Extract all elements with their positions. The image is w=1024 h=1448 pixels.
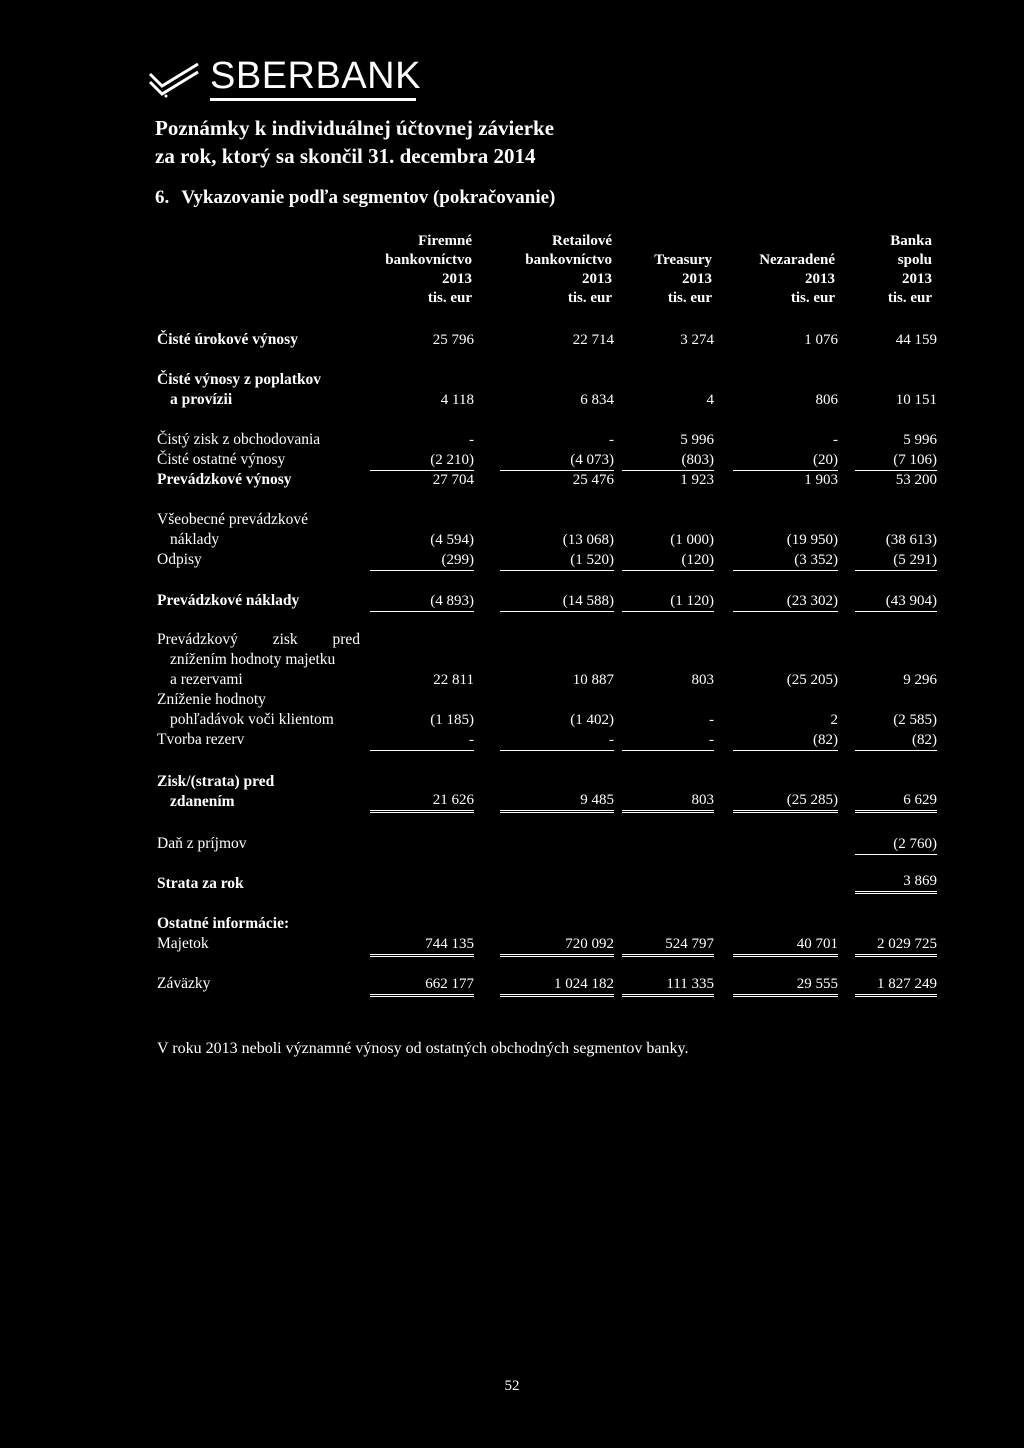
document-title-line2: za rok, ktorý sa skončil 31. decembra 2014 bbox=[155, 144, 536, 168]
cell-majetok-4: 2 029 725 bbox=[855, 934, 937, 957]
row-label-zavazky: Záväzky bbox=[157, 975, 211, 992]
row-label-znizenie-hodnoty-1: Zníženie hodnoty bbox=[157, 691, 266, 708]
cell-prevadzkove-vynosy-2: 1 923 bbox=[680, 472, 714, 488]
cell-odpisy-1: (1 520) bbox=[500, 550, 614, 571]
cell-zisk-pred-zdanenim-3: (25 285) bbox=[733, 790, 838, 813]
cell-znizenie-hodnoty-0: (1 185) bbox=[430, 712, 474, 728]
cell-dan-total: (2 760) bbox=[855, 834, 937, 855]
row-label-majetok: Majetok bbox=[157, 935, 209, 952]
cell-prevadzkove-vynosy-4: 53 200 bbox=[895, 472, 937, 488]
column-header-nezaradene: Nezaradené 2013 tis. eur bbox=[759, 252, 835, 306]
cell-prevadzkove-naklady-3: (23 302) bbox=[733, 591, 838, 612]
cell-ciste-ostatne-1: (4 073) bbox=[500, 450, 614, 471]
row-label-vseobecne-naklady-1: Všeobecné prevádzkové bbox=[157, 511, 309, 528]
brand-logo bbox=[146, 56, 426, 100]
cell-tvorba-rezerv-4: (82) bbox=[855, 730, 937, 751]
column-header-treasury: Treasury 2013 tis. eur bbox=[654, 252, 712, 306]
cell-vseobecne-naklady-2: (1 000) bbox=[670, 532, 714, 548]
cell-zavazky-4: 1 827 249 bbox=[855, 974, 937, 997]
row-label-prevadzkove-vynosy: Prevádzkové výnosy bbox=[157, 471, 292, 488]
column-header-retailove: Retailové bankovníctvo 2013 tis. eur bbox=[525, 233, 612, 306]
cell-zisk-pred-zdanenim-2: 803 bbox=[622, 790, 714, 813]
cell-ciste-poplatky-0: 4 118 bbox=[440, 392, 474, 408]
cell-prevadzkovy-zisk-1: 10 887 bbox=[572, 672, 614, 688]
cell-odpisy-4: (5 291) bbox=[855, 550, 937, 571]
cell-vseobecne-naklady-3: (19 950) bbox=[786, 532, 838, 548]
cell-zavazky-1: 1 024 182 bbox=[500, 974, 614, 997]
cell-cisty-zisk-obchod-4: 5 996 bbox=[903, 432, 937, 448]
cell-odpisy-3: (3 352) bbox=[733, 550, 838, 571]
row-label-dan: Daň z príjmov bbox=[157, 835, 247, 852]
cell-ciste-poplatky-4: 10 151 bbox=[895, 392, 937, 408]
cell-ciste-poplatky-1: 6 834 bbox=[580, 392, 614, 408]
row-label-tvorba-rezerv: Tvorba rezerv bbox=[157, 731, 245, 748]
cell-vseobecne-naklady-1: (13 068) bbox=[562, 532, 614, 548]
sberbank-logo-icon bbox=[146, 60, 204, 98]
cell-ciste-poplatky-2: 4 bbox=[706, 392, 714, 408]
cell-odpisy-2: (120) bbox=[622, 550, 714, 571]
cell-prevadzkovy-zisk-4: 9 296 bbox=[903, 672, 937, 688]
cell-ciste-ostatne-3: (20) bbox=[733, 450, 838, 471]
section-title: Vykazovanie podľa segmentov (pokračovanie) bbox=[181, 187, 556, 208]
section-number: 6. bbox=[155, 187, 170, 208]
cell-prevadzkove-naklady-2: (1 120) bbox=[622, 591, 714, 612]
cell-odpisy-0: (299) bbox=[370, 550, 474, 571]
cell-prevadzkovy-zisk-0: 22 811 bbox=[433, 672, 474, 688]
cell-zavazky-0: 662 177 bbox=[370, 974, 474, 997]
cell-ciste-poplatky-3: 806 bbox=[815, 392, 838, 408]
column-header-banka-spolu: Banka spolu 2013 tis. eur bbox=[887, 233, 932, 306]
cell-majetok-1: 720 092 bbox=[500, 934, 614, 957]
cell-ciste-urokove-0: 25 796 bbox=[432, 332, 474, 348]
cell-ciste-ostatne-4: (7 106) bbox=[855, 450, 937, 471]
cell-majetok-2: 524 797 bbox=[622, 934, 714, 957]
cell-prevadzkove-naklady-1: (14 588) bbox=[500, 591, 614, 612]
cell-prevadzkovy-zisk-3: (25 205) bbox=[786, 672, 838, 688]
section-heading bbox=[155, 187, 555, 209]
cell-ciste-ostatne-2: (803) bbox=[622, 450, 714, 471]
cell-tvorba-rezerv-0: - bbox=[370, 730, 474, 751]
cell-cisty-zisk-obchod-1: - bbox=[609, 432, 614, 448]
row-label-odpisy: Odpisy bbox=[157, 551, 202, 568]
cell-zavazky-2: 111 335 bbox=[622, 974, 714, 997]
cell-znizenie-hodnoty-1: (1 402) bbox=[570, 712, 614, 728]
footnote: V roku 2013 neboli významné výnosy od ostatných obchodných segmentov banky. bbox=[157, 1040, 689, 1057]
cell-prevadzkove-vynosy-0: 27 704 bbox=[432, 472, 474, 488]
row-label-prevadzkovy-zisk-3: a rezervami bbox=[170, 671, 243, 688]
cell-znizenie-hodnoty-3: 2 bbox=[830, 712, 838, 728]
row-label-prevadzkovy-zisk-2: znížením hodnoty majetku bbox=[170, 651, 336, 668]
cell-strata-total: 3 869 bbox=[855, 871, 937, 894]
cell-zavazky-3: 29 555 bbox=[733, 974, 838, 997]
cell-cisty-zisk-obchod-2: 5 996 bbox=[680, 432, 714, 448]
cell-tvorba-rezerv-3: (82) bbox=[733, 730, 838, 751]
cell-zisk-pred-zdanenim-1: 9 485 bbox=[500, 790, 614, 813]
row-label-cisty-zisk-obchod: Čistý zisk z obchodovania bbox=[157, 431, 321, 448]
document-title-line1: Poznámky k individuálnej účtovnej závierke bbox=[155, 116, 555, 140]
cell-znizenie-hodnoty-2: - bbox=[709, 712, 714, 728]
row-label-vseobecne-naklady-2: náklady bbox=[170, 531, 220, 548]
cell-cisty-zisk-obchod-0: - bbox=[469, 432, 474, 448]
row-label-znizenie-hodnoty-2: pohľadávok voči klientom bbox=[170, 711, 334, 728]
cell-prevadzkove-naklady-0: (4 893) bbox=[370, 591, 474, 612]
cell-tvorba-rezerv-1: - bbox=[500, 730, 614, 751]
column-header-firemne: Firemné bankovníctvo 2013 tis. eur bbox=[385, 233, 472, 306]
page-number: 52 bbox=[504, 1378, 520, 1394]
brand-name: SBERBANK bbox=[210, 55, 421, 97]
cell-ciste-urokove-4: 44 159 bbox=[895, 332, 937, 348]
cell-tvorba-rezerv-2: - bbox=[622, 730, 714, 751]
row-label-ostatne-info: Ostatné informácie: bbox=[157, 915, 290, 932]
row-label-ciste-ostatne: Čisté ostatné výnosy bbox=[157, 451, 286, 468]
row-label-strata: Strata za rok bbox=[157, 875, 244, 892]
cell-ciste-urokove-1: 22 714 bbox=[572, 332, 614, 348]
row-label-zisk-pred-zdanenim-2: zdanením bbox=[170, 793, 235, 810]
row-label-ciste-urokove: Čisté úrokové výnosy bbox=[157, 331, 298, 348]
row-label-ciste-poplatky-2: a provízii bbox=[170, 391, 233, 408]
cell-majetok-0: 744 135 bbox=[370, 934, 474, 957]
cell-prevadzkovy-zisk-2: 803 bbox=[691, 672, 714, 688]
cell-znizenie-hodnoty-4: (2 585) bbox=[893, 712, 937, 728]
row-label-prevadzkovy-zisk-1: Prevádzkový zisk pred bbox=[157, 631, 360, 648]
cell-ciste-urokove-2: 3 274 bbox=[680, 332, 714, 348]
cell-zisk-pred-zdanenim-0: 21 626 bbox=[370, 790, 474, 813]
cell-majetok-3: 40 701 bbox=[733, 934, 838, 957]
cell-prevadzkove-vynosy-3: 1 903 bbox=[804, 472, 838, 488]
brand-underline bbox=[210, 98, 416, 101]
row-label-ciste-poplatky-1: Čisté výnosy z poplatkov bbox=[157, 371, 322, 388]
cell-prevadzkove-vynosy-1: 25 476 bbox=[572, 472, 614, 488]
cell-ciste-ostatne-0: (2 210) bbox=[370, 450, 474, 471]
cell-cisty-zisk-obchod-3: - bbox=[833, 432, 838, 448]
cell-prevadzkove-naklady-4: (43 904) bbox=[855, 591, 937, 612]
row-label-zisk-pred-zdanenim-1: Zisk/(strata) pred bbox=[157, 773, 275, 790]
row-label-prevadzkove-naklady: Prevádzkové náklady bbox=[157, 592, 300, 609]
cell-ciste-urokove-3: 1 076 bbox=[804, 332, 838, 348]
cell-zisk-pred-zdanenim-4: 6 629 bbox=[855, 790, 937, 813]
cell-vseobecne-naklady-0: (4 594) bbox=[430, 532, 474, 548]
cell-vseobecne-naklady-4: (38 613) bbox=[885, 532, 937, 548]
